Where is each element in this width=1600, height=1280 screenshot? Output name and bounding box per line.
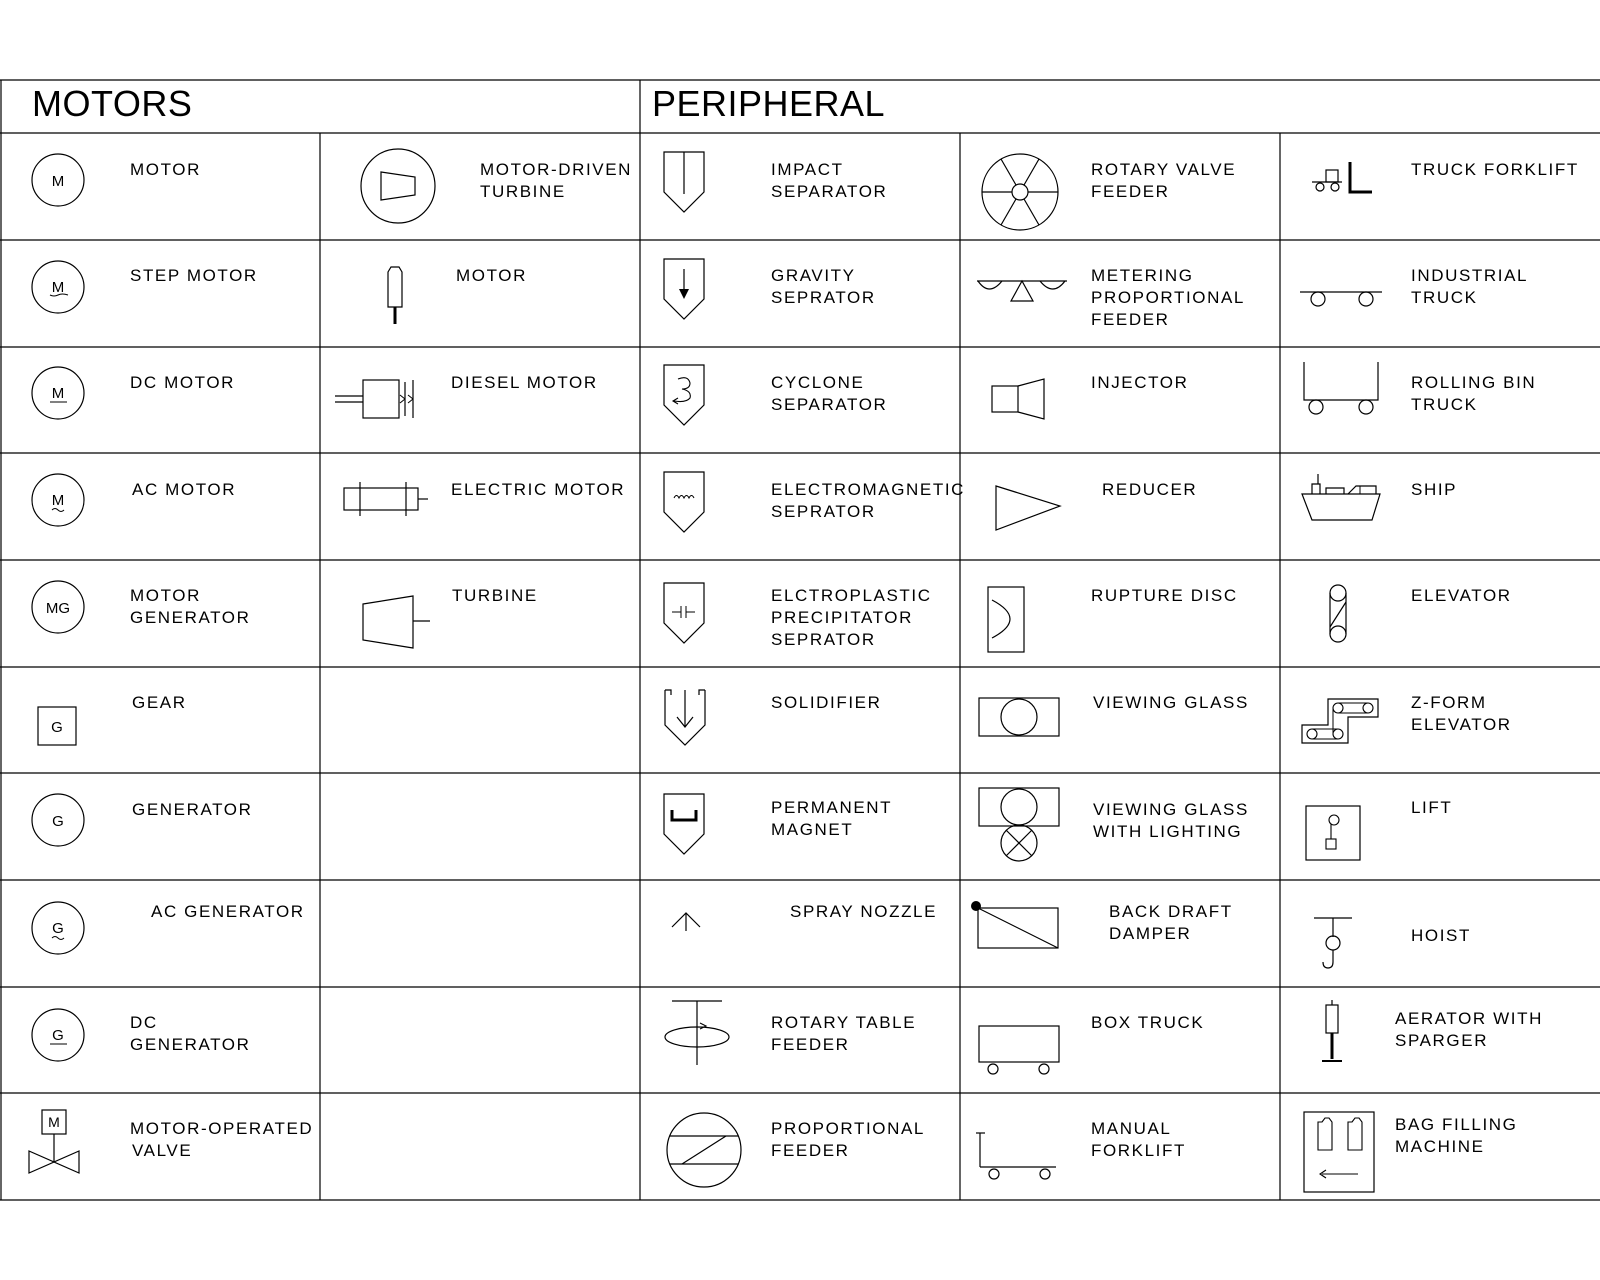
label-back-draft-damper: BACK DRAFT DAMPER (1109, 902, 1233, 943)
label-rupture-disc: RUPTURE DISC (1091, 586, 1238, 605)
label-hoist: HOIST (1411, 926, 1471, 945)
rotary-valve-feeder-symbol (978, 150, 1068, 240)
rupture-disc-symbol (980, 582, 1040, 662)
ac-generator-symbol (20, 898, 100, 978)
generator-symbol (20, 790, 100, 870)
label-gravity-separator: GRAVITY SEPRATOR (771, 266, 876, 307)
ac-motor-symbol (20, 470, 100, 550)
small-motor-symbol (380, 262, 410, 332)
ac-generator-symbol-letter: G (52, 920, 64, 937)
dc-generator-symbol-letter: G (52, 1027, 64, 1044)
gear-symbol-letter: G (51, 719, 63, 736)
electric-motor-symbol (340, 480, 430, 530)
label-ac-motor: AC MOTOR (132, 480, 237, 499)
label-ac-generator: AC GENERATOR (151, 902, 305, 921)
spray-nozzle-symbol (668, 905, 708, 935)
diesel-motor-symbol (333, 372, 423, 432)
ship-symbol (1298, 472, 1388, 532)
label-truck-forklift: TRUCK FORKLIFT (1411, 160, 1579, 179)
label-electric-motor: ELECTRIC MOTOR (451, 480, 626, 499)
cyclone-separator-symbol (660, 363, 710, 433)
label-gear: GEAR (132, 693, 187, 712)
label-motor: MOTOR (130, 160, 201, 179)
label-reducer: REDUCER (1102, 480, 1198, 499)
label-injector: INJECTOR (1091, 373, 1189, 392)
label-rotary-table-feeder: ROTARY TABLE FEEDER (771, 1013, 917, 1054)
viewing-glass-symbol (975, 693, 1065, 743)
gravity-separator-symbol (660, 257, 710, 327)
label-lift: LIFT (1411, 798, 1453, 817)
aerator-with-sparger-symbol (1318, 997, 1358, 1077)
motor-symbol (20, 150, 100, 230)
peripheral-section-title: PERIPHERAL (652, 83, 886, 124)
label-aerator-with-sparger: AERATOR WITH SPARGER (1395, 1009, 1543, 1050)
label-motor-driven-turbine: MOTOR-DRIVEN TURBINE (480, 160, 633, 201)
label-industrial-truck: INDUSTRIAL TRUCK (1411, 266, 1529, 307)
z-form-elevator-symbol (1298, 693, 1388, 753)
rotary-table-feeder-symbol (660, 995, 740, 1075)
label-viewing-glass-with-lighting: VIEWING GLASS WITH LIGHTING (1093, 800, 1249, 841)
label-bag-filling-machine: BAG FILLING MACHINE (1395, 1115, 1518, 1156)
impact-separator-symbol (660, 150, 710, 220)
bag-filling-machine-symbol (1298, 1108, 1378, 1198)
label-electromagnetic-separator: ELECTROMAGNETIC SEPRATOR (771, 480, 966, 521)
label-cyclone-separator: CYCLONE SEPARATOR (771, 373, 888, 414)
label-dc-generator: DC GENERATOR (130, 1013, 251, 1054)
dc-motor-symbol-letter: M (51, 385, 65, 402)
motors-section-title: MOTORS (32, 83, 193, 124)
label-z-form-elevator: Z-FORM ELEVATOR (1411, 693, 1512, 734)
proportional-feeder-symbol (660, 1108, 750, 1198)
label-turbine: TURBINE (452, 586, 538, 605)
label-rotary-valve-feeder: ROTARY VALVE FEEDER (1091, 160, 1237, 201)
truck-forklift-symbol (1308, 158, 1378, 203)
box-truck-symbol (975, 1020, 1065, 1080)
label-box-truck: BOX TRUCK (1091, 1013, 1205, 1032)
manual-forklift-symbol (970, 1125, 1060, 1185)
valve-actuator-letter: M (48, 1114, 60, 1130)
label-small-motor: MOTOR (456, 266, 527, 285)
label-generator: GENERATOR (132, 800, 253, 819)
metering-proportional-feeder-symbol (975, 275, 1070, 315)
label-proportional-feeder: PROPORTIONAL FEEDER (771, 1119, 925, 1160)
elevator-symbol (1318, 580, 1368, 660)
label-electroplastic-precipitator: ELCTROPLASTIC PRECIPITATOR SEPRATOR (771, 586, 932, 649)
dc-generator-symbol (20, 1005, 100, 1085)
label-manual-forklift: MANUAL FORKLIFT (1091, 1119, 1186, 1160)
rolling-bin-truck-symbol (1298, 360, 1388, 420)
motor-generator-symbol-letters: MG (45, 600, 71, 617)
label-dc-motor: DC MOTOR (130, 373, 236, 392)
injector-symbol (988, 378, 1058, 428)
lift-symbol (1300, 802, 1370, 872)
turbine-symbol (358, 592, 438, 657)
label-ship: SHIP (1411, 480, 1458, 499)
dc-motor-symbol (20, 363, 100, 443)
label-rolling-bin-truck: ROLLING BIN TRUCK (1411, 373, 1537, 414)
label-motor-operated-valve: MOTOR-OPERATED VALVE (130, 1119, 314, 1160)
label-motor-generator: MOTOR GENERATOR (130, 586, 251, 627)
viewing-glass-with-lighting-symbol (975, 785, 1065, 865)
solidifier-symbol (660, 685, 710, 755)
label-impact-separator: IMPACT SEPARATOR (771, 160, 888, 201)
generator-symbol-letter: G (52, 813, 64, 830)
motor-generator-symbol (20, 577, 100, 657)
reducer-symbol (990, 482, 1070, 542)
label-diesel-motor: DIESEL MOTOR (451, 373, 598, 392)
back-draft-damper-symbol (968, 898, 1068, 958)
hoist-symbol (1310, 910, 1360, 980)
industrial-truck-symbol (1298, 282, 1388, 322)
motor-driven-turbine-symbol (355, 145, 445, 235)
label-metering-proportional-feeder: METERING PROPORTIONAL FEEDER (1091, 266, 1245, 329)
label-elevator: ELEVATOR (1411, 586, 1512, 605)
label-step-motor: STEP MOTOR (130, 266, 258, 285)
label-viewing-glass: VIEWING GLASS (1093, 693, 1249, 712)
electroplastic-precipitator-symbol (660, 577, 710, 647)
step-motor-symbol (20, 257, 100, 337)
electromagnetic-separator-symbol (660, 470, 710, 540)
gear-symbol (20, 690, 100, 770)
ac-motor-symbol-letter: M (51, 492, 65, 509)
motor-symbol-letter: M (51, 173, 65, 190)
motor-operated-valve-symbol (20, 1105, 100, 1185)
label-permanent-magnet: PERMANENT MAGNET (771, 798, 893, 839)
label-solidifier: SOLIDIFIER (771, 693, 882, 712)
step-motor-symbol-letter: M (51, 279, 65, 296)
label-spray-nozzle: SPRAY NOZZLE (790, 902, 938, 921)
permanent-magnet-symbol (660, 790, 710, 860)
